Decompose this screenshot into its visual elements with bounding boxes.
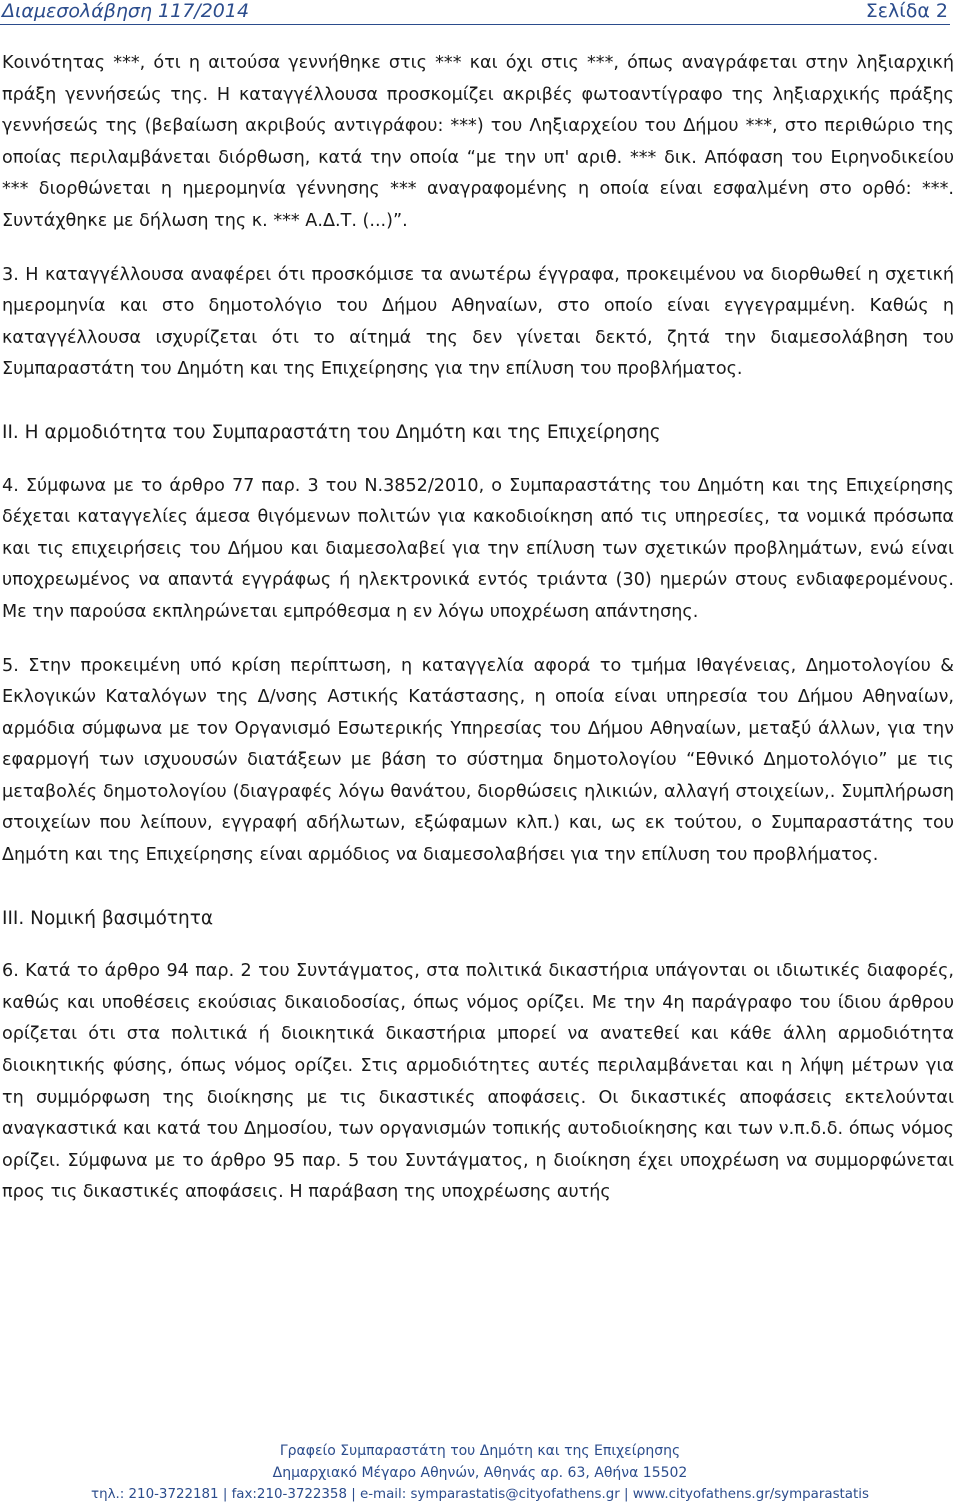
paragraph-5: 5. Στην προκειμένη υπό κρίση περίπτωση, η καταγγελία αφορά το τμήμα Ιθαγένειας, Δημοτολογίου & Εκλογικών Καταλόγων της Δ/νσης Αστικής Κατάστασης, η οποία είναι υπηρεσία του Δήμου Αθηναίων, αρμόδια σύμφωνα με τον Οργανισμό Εσωτερικής Υπηρεσίας του Δήμου Αθηναίων, μεταξύ άλλων, για την εφαρμογή των ισχυουσών διατάξεων με βάση το σύστημα δημοτολογίου “Εθνικό Δημοτολόγιο” με τις μεταβολές δημοτολογίου (διαγραφές λόγω θανάτου, διορθώσεις ηλικιών, αλλαγή στοιχείων,. Συμπλήρωση στοιχείων που λείπουν, εγγραφή αδήλωτων, εξώφαμων κλπ.) και, ως εκ τούτου, ο Συμπαραστάτης του Δημότη και της Επιχείρησης είναι αρμόδιος να διαμεσολαβήσει για την επίλυση του προβλήματος. bbox=[2, 655, 954, 866]
document-body bbox=[2, 48, 954, 1209]
footer-office-name: Γραφείο Συμπαραστάτη του Δημότη και της Επιχείρησης bbox=[279, 1443, 681, 1459]
page-footer bbox=[0, 1440, 960, 1512]
paragraph-continuation: Κοινότητας ***, ότι η αιτούσα γεννήθηκε στις *** και όχι στις ***, όπως αναγράφεται στην ληξιαρχική πράξη γεννήσεώς της. Η καταγγέλλουσα προσκομίζει ακριβές φωτοαντίγραφο της ληξιαρχικής πράξης γεννήσεώς της (βεβαίωση ακριβούς αντιγράφου: ***) του Ληξιαρχείου του Δήμου ***, στο περιθώριο της οποίας περιλαμβάνεται διόρθωση, κατά την οποία “με την υπ' αριθ. *** δικ. Απόφαση του Ειρηνοδικείου *** διορθώνεται η ημερομηνία γέννησης *** αναγραφομένης η οποία είναι εσφαλμένη στο ορθό: ***. Συντάχθηκε με δήλωση της κ. *** Α.Δ.Τ. (...)”. bbox=[2, 53, 954, 231]
footer-contact: τηλ.: 210-3722181 | fax:210-3722358 | e-mail: symparastatis@cityofathens.gr | www.cityofathens.gr/symparastatis bbox=[91, 1487, 869, 1502]
header-document-title: Διαμεσολάβηση 117/2014 bbox=[2, 0, 250, 22]
paragraph-3: 3. Η καταγγέλλουσα αναφέρει ότι προσκόμισε τα ανωτέρω έγγραφα, προκειμένου να διορθωθεί η σχετική ημερομηνία και στο δημοτολόγιο του Δήμου Αθηναίων, στο οποίο είναι εγγεγραμμένη. Καθώς η καταγγέλλουσα ισχυρίζεται ότι το αίτημά της δεν γίνεται δεκτό, ζητά την διαμεσολάβηση του Συμπαραστάτη του Δημότη και της Επιχείρησης για την επίλυση του προβλήματος. bbox=[2, 264, 954, 380]
section-heading-iii: III. Νομική βασιμότητα bbox=[2, 907, 214, 929]
footer-address: Δημαρχιακό Μέγαρο Αθηνών, Αθηνάς αρ. 63, Αθήνα 15502 bbox=[272, 1465, 688, 1481]
header-page-number: Σελίδα 2 bbox=[865, 0, 948, 22]
section-heading-ii: II. Η αρμοδιότητα του Συμπαραστάτη του Δημότη και της Επιχείρησης bbox=[2, 421, 661, 443]
paragraph-6: 6. Κατά το άρθρο 94 παρ. 2 του Συντάγματος, στα πολιτικά δικαστήρια υπάγονται οι ιδιωτικές διαφορές, καθώς και υποθέσεις εκούσιας δικαιοδοσίας, όπως νόμος ορίζει. Με την 4η παράγραφο του ίδιου άρθρου ορίζεται ότι στα πολιτικά ή διοικητικά δικαστήρια μπορεί να ανατεθεί και κάθε άλλη αρμοδιότητα διοικητικής φύσης, όπως νόμος ορίζει. Στις αρμοδιότητες αυτές περιλαμβάνεται και η λήψη μέτρων για τη συμμόρφωση της διοίκησης με τις δικαστικές αποφάσεις. Οι δικαστικές αποφάσεις εκτελούνται αναγκαστικά και κατά του Δημοσίου, των οργανισμών τοπικής αυτοδιοίκησης και των ν.π.δ.δ. όπως νόμος ορίζει. Σύμφωνα με το άρθρο 95 παρ. 5 του Συντάγματος, η διοίκηση έχει υποχρέωση να συμμορφώνεται προς τις δικαστικές αποφάσεις. Η παράβαση της υποχρέωσης αυτής bbox=[2, 961, 954, 1203]
page-header bbox=[0, 0, 950, 25]
paragraph-4: 4. Σύμφωνα με το άρθρο 77 παρ. 3 του Ν.3852/2010, ο Συμπαραστάτης του Δημότη και της Επιχείρησης δέχεται καταγγελίες άμεσα θιγόμενων πολιτών για κακοδιοίκηση από τις υπηρεσίες, τα νομικά πρόσωπα και τις επιχειρήσεις του Δήμου και διαμεσολαβεί για την επίλυση των σχετικών προβλημάτων, ενώ είναι υποχρεωμένος να απαντά εγγράφως ή ηλεκτρονικά εντός τριάντα (30) ημερών στους ενδιαφερομένους. Με την παρούσα εκπληρώνεται εμπρόθεσμα η εν λόγω υποχρέωση απάντησης. bbox=[2, 475, 954, 622]
